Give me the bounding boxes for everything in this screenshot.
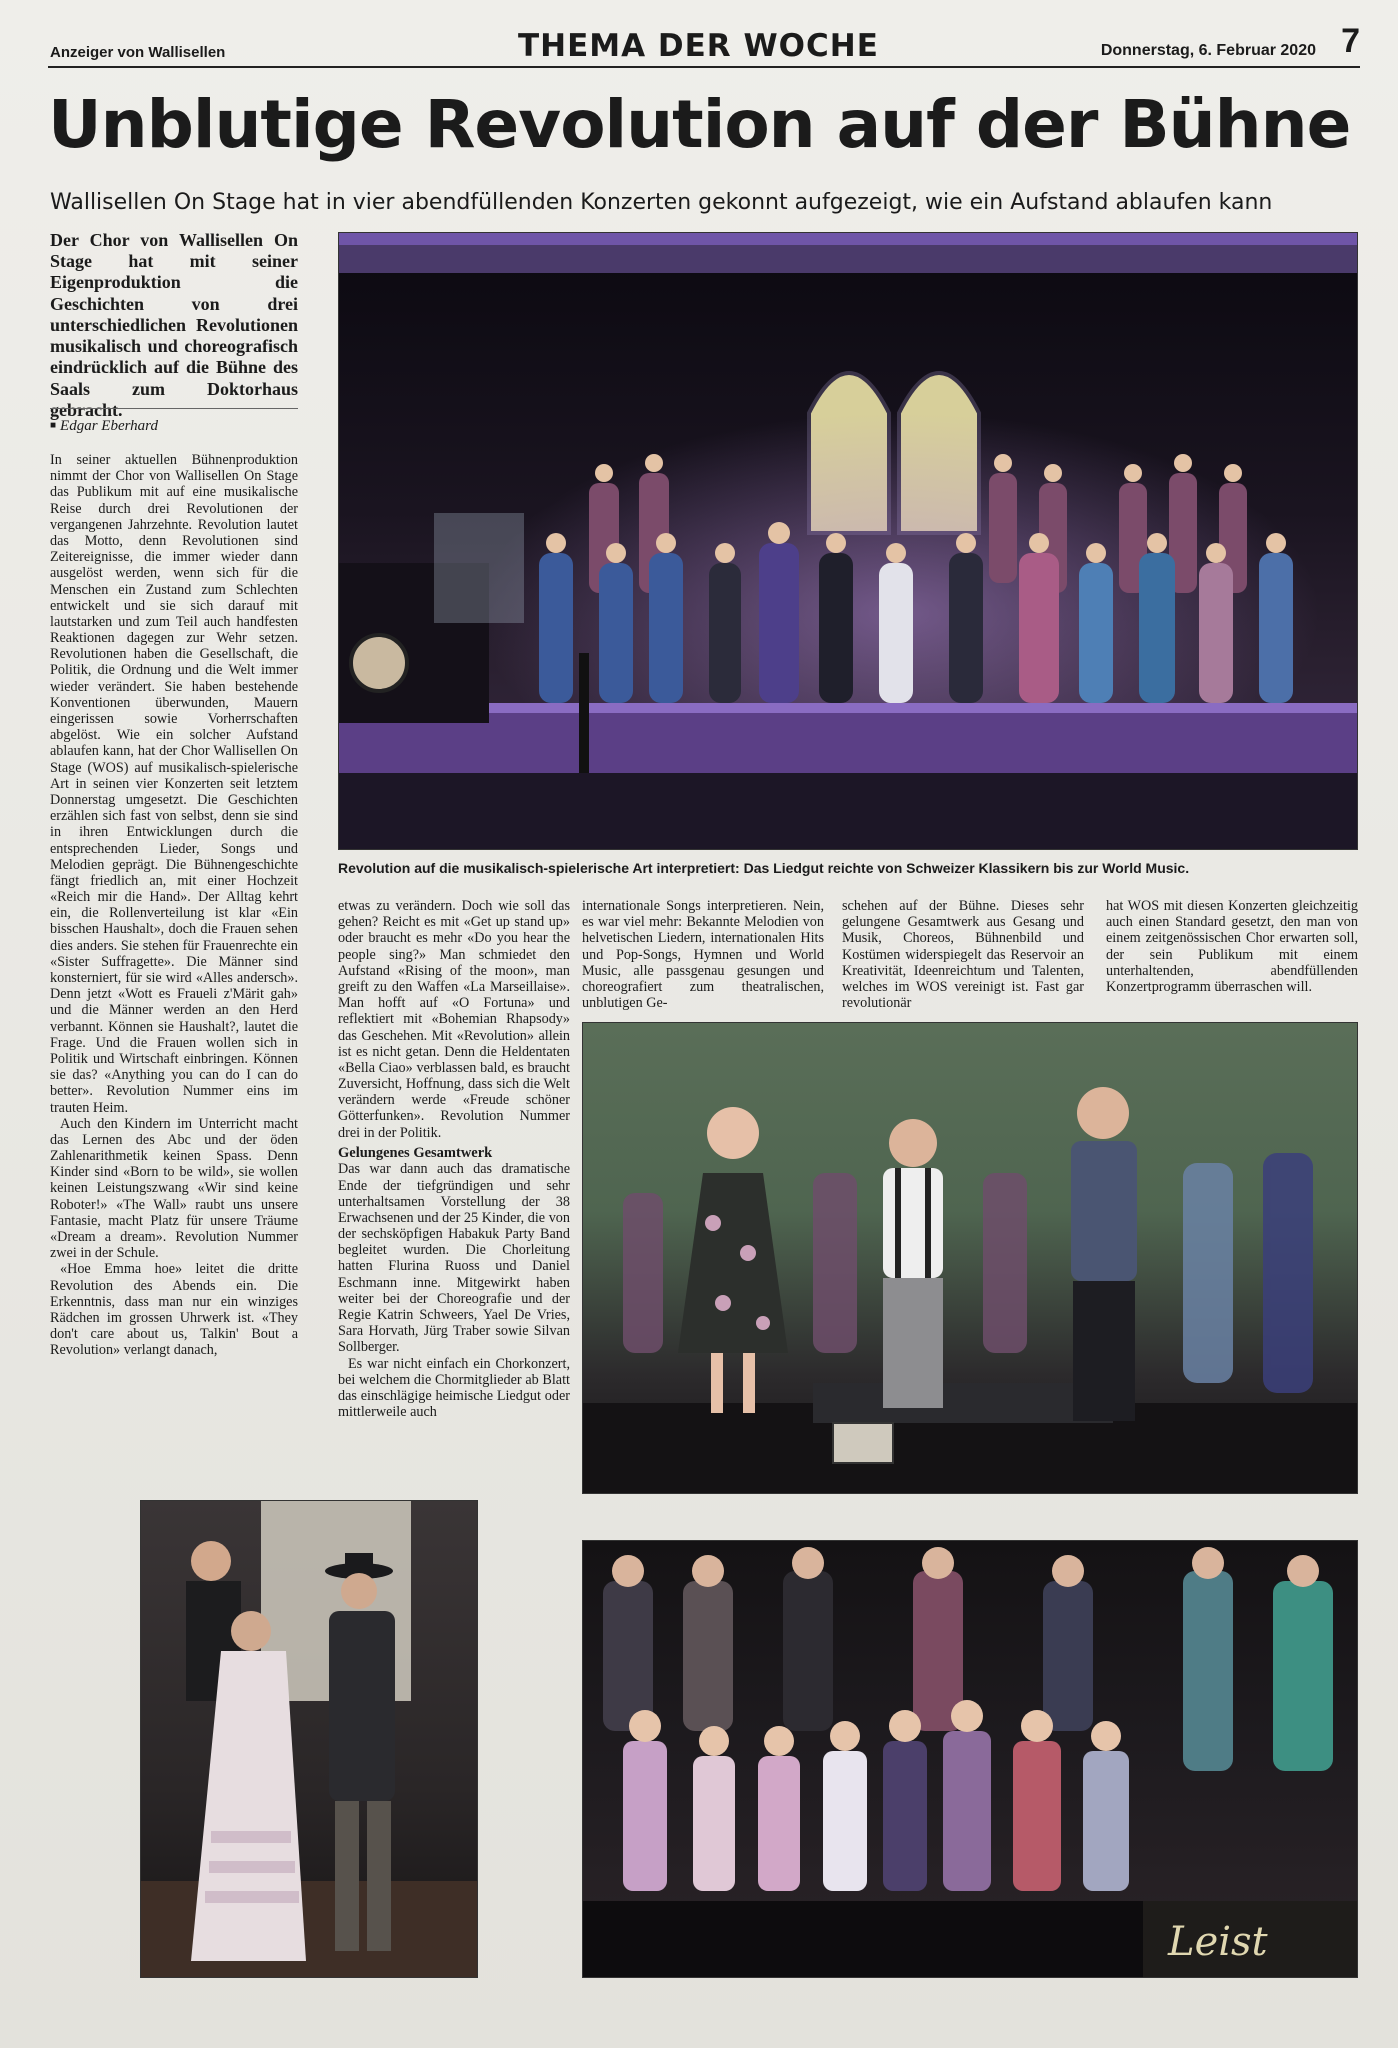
text-column-4 [842,898,1084,1011]
paragraph: hat WOS mit diesen Konzerten gleichzeitig auch einen Standard gesetzt, den man von einem zeitgenössischen Chor erwarten soll, der sein Publikum mit einem unterhaltenden, abendfüllenden Konzertprogramm überraschen will. [1106,898,1358,995]
text-column-3 [582,898,824,1011]
page-number: 7 [1341,22,1360,60]
paragraph: internationale Songs interpretieren. Nein, es war viel mehr: Bekannte Melodien von helvetischen Liedern, internationalen Hits und Pop-Songs, Hymnen und World Music, alle passgenau gesungen und choreografiert zum theatralischen, unblutigen Ge- [582,898,824,1012]
paragraph: schehen auf der Bühne. Dieses sehr gelungene Gesamtwerk aus Gesang und Musik, Choreos, Bühnenbild und Kostümen widerspiegelt das Reservoir an Kreativität, Ideenreichtum und Talenten, welches im WOS vereinigt ist. Fast gar revolutionär [842,898,1084,1012]
section-title: THEMA DER WOCHE [518,28,879,64]
paragraph: «Hoe Emma hoe» leitet die dritte Revolution des Abends ein. Die Erkenntnis, dass man nur ein winziges Rädchen im grossen Uhrwerk ist. «They don't care about us, Talkin' Bout a Revolution» verlangt danach, [50,1261,298,1359]
paper-name: Anzeiger von Wallisellen [50,44,226,61]
children-illustration [583,1541,1358,1978]
byline-divider [50,408,298,409]
couple-illustration [141,1501,478,1978]
chalkboard-text: Leist [1168,1919,1268,1965]
subheadline: Wallisellen On Stage hat in vier abendfüllenden Konzerten gekonnt aufgezeigt, wie ein Aufstand ablaufen kann [50,190,1273,215]
stage-illustration [339,233,1358,850]
paragraph: Auch den Kindern im Unterricht macht das Lernen des Abc und der öden Zahlenarithmetik keinen Spass. Denn Kinder sind «Born to be wild», sie wollen keinen Leistungszwang «Wir sind keine Roboter!» «The Wall» raubt uns unsere Fantasie, macht Platz für unsere Träume «Dream a dream». Revolution Nummer zwei in der Schule. [50,1115,298,1262]
children-photo [582,1540,1358,1978]
text-column-2 [338,898,570,1420]
text-column-5 [1106,898,1358,995]
text-column-1 [50,452,298,1359]
couple-photo [140,1500,478,1978]
author-byline: ■ Edgar Eberhard [50,418,298,435]
paragraph: In seiner aktuellen Bühnenproduktion nimmt der Chor von Wallisellen On Stage das Publikum mit auf eine musikalische Reise durch drei Revolutionen der vergangenen Jahrzehnte. Revolution lautet das Motto, denn Revolutionen sind Zeitereignisse, die immer wieder dann ausgelöst werden, wenn sich für die Menschen ein Zustand zum Schlechten entwickelt und sie sich darauf mit lautstarken und zum Teil auch handfesten Reaktionen dagegen zur Wehr setzen. Revolutionen haben die Gesellschaft, die Politik, die Ordnung und die Welt immer wieder verändert. Sie haben bestehende Konventionen überwunden, Mauern eingerissen sowie Vorherrschaften abgelöst. Wie ein solcher Aufstand ablaufen kann, hat der Chor Wallisellen On Stage (WOS) auf musikalisch-spielerische Art in seinen vier Konzerten seit letztem Donnerstag umgesetzt. Die Geschichten erzählen sich fast von selbst, denn sie sind in ihren Entwicklungen durch die entsprechenden Lieder, Songs und Melodien geprägt. Die Bühnengeschichte fängt friedlich an, mit einer Hochzeit «Reich mir die Hand». Der Alltag kehrt ein, die Rollenverteilung ist klar «Ein bisschen Haushalt», doch die Frauen sehen dies anders. Sie stehen für Frauenrechte ein «Sister Suffragette». Die Männer sind konsterniert, für sie wird «Alles andersch». Denn jetzt «Wott es Fraueli z'Märit gah» und die Männer werden an den Herd verbannt. Können sie Haushalt?, lautet die Frage. Und die Frauen wollen sich in Politik und Wirtschaft einbringen. Können sie das? «Anything you can do I can do better». Revolution Nummer eins im trauten Heim. [50,452,298,1116]
paragraph: Das war dann auch das dramatische Ende der tiefgründigen und sehr unterhaltsamen Vorstellung der 38 Erwachsenen und der 25 Kinder, die von der sechsköpfigen Habakuk Party Band begleitet wurden. Die Chorleitung hatten Flurina Ruoss und Daniel Eschmann inne. Mitgewirkt haben weiter bei der Choreografie und der Regie Katrin Schweers, Yael De Vries, Sara Horvath, Jürg Traber sowie Silvan Sollberger. [338,1161,570,1356]
paragraph: Es war nicht einfach ein Chorkonzert, bei welchem die Chormitglieder ab Blatt das einschlägige heimische Liedgut oder mittlerweile auch [338,1355,570,1421]
main-photo-caption: Revolution auf die musikalisch-spielerische Art interpretiert: Das Liedgut reichte von Schweizer Klassikern bis zur World Music. [338,860,1190,876]
section-heading: Gelungenes Gesamtwerk [338,1144,493,1161]
issue-date: Donnerstag, 6. Februar 2020 [1100,42,1316,59]
main-stage-photo [338,232,1358,850]
headline: Unblutige Revolution auf der Bühne [48,86,1351,163]
soloists-photo [582,1022,1358,1494]
lead-paragraph: Der Chor von Wallisellen On Stage hat mit seiner Eigenproduktion die Geschichten von drei unterschiedlichen Revolutionen musikalisch und choreografisch eindrücklich auf die Bühne des Saals zum Doktorhaus gebracht. [50,230,298,420]
masthead [48,22,1360,68]
soloists-illustration [583,1023,1358,1494]
paragraph: etwas zu verändern. Doch wie soll das gehen? Reicht es mit «Get up stand up» oder braucht es mehr «Do you hear the people sing?» Man schmiedet den Aufstand «Rising of the moon», man greift zu den Waffen «La Marseillaise». Man hofft auf «O Fortuna» und reflektiert mit «Bohemian Rhapsody» das Geschehen. Mit «Revolution» allein ist es nicht getan. Denn die Heldentaten «Bella Ciao» verblassen bald, es braucht Zuversicht, Hoffnung, dass sich die Welt verändern werde «Freude schöner Götterfunken». Revolution Nummer drei in der Politik. [338,898,570,1141]
